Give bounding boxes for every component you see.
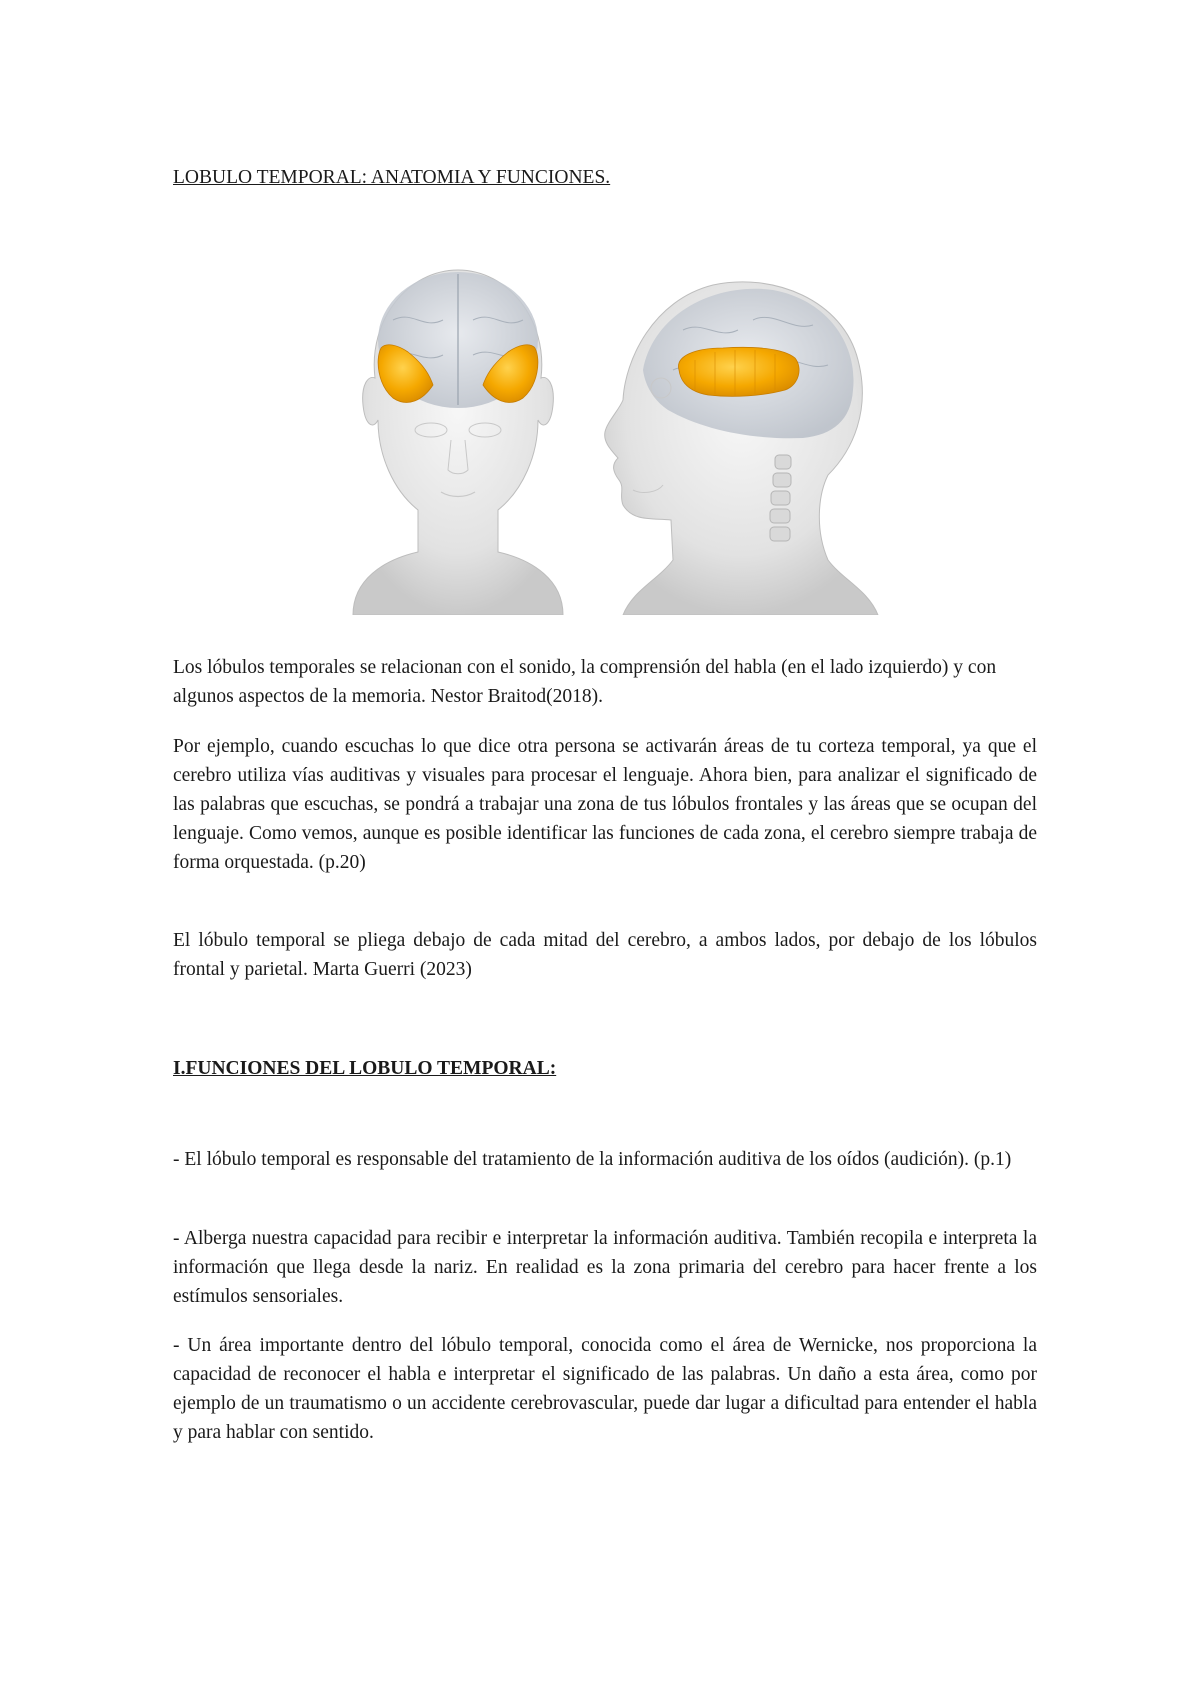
brain-temporal-lobe-icon: [323, 260, 883, 615]
function-paragraph-3: - Un área importante dentro del lóbulo temporal, conocida como el área de Wernicke, nos proporciona la capacidad de reconocer el habla e interpretar el significado de las palabras. Un daño a esta área, como por ejemplo de un traumatismo o un accidente cerebrovascular, puede dar lugar a dificultad para entender el habla y para hablar con sentido.: [173, 1335, 1037, 1443]
side-head-view: [605, 282, 878, 615]
intro-paragraph-2: Por ejemplo, cuando escuchas lo que dice otra persona se activarán áreas de tu corteza temporal, ya que el cerebro utiliza vías auditivas y visuales para procesar el lenguaje. Ahora bien, para analizar el significado de las palabras que escuchas, se pondrá a trabajar una zona de tus lóbulos frontales y las áreas que se ocupan del lenguaje. Como vemos, aunque es posible identificar las funciones de cada zona, el cerebro siempre trabaja de forma orquestada. (p.20): [173, 736, 1037, 873]
intro-paragraph-3: El lóbulo temporal se pliega debajo de cada mitad del cerebro, a ambos lados, por debajo de los lóbulos frontal y parietal. Marta Guerri (2023): [173, 930, 1037, 980]
function-paragraph-2: - Alberga nuestra capacidad para recibir e interpretar la información auditiva. También recopila e interpreta la información que llega desde la nariz. En realidad es la zona primaria del cerebro para hacer frente a los estímulos sensoriales.: [173, 1228, 1037, 1307]
document-page: [173, 0, 1037, 1696]
document-title: LOBULO TEMPORAL: ANATOMIA Y FUNCIONES.: [173, 167, 611, 188]
brain-illustration: [323, 260, 883, 615]
intro-paragraph-1: Los lóbulos temporales se relacionan con el sonido, la comprensión del habla (en el lado izquierdo) y con algunos aspectos de la memoria. Nestor Braitod(2018).: [173, 657, 997, 707]
function-paragraph-1: - El lóbulo temporal es responsable del tratamiento de la información auditiva de los oídos (audición). (p.1): [173, 1149, 1012, 1170]
front-head-view: [353, 270, 563, 615]
section-heading-functions: I.FUNCIONES DEL LOBULO TEMPORAL:: [173, 1058, 557, 1079]
